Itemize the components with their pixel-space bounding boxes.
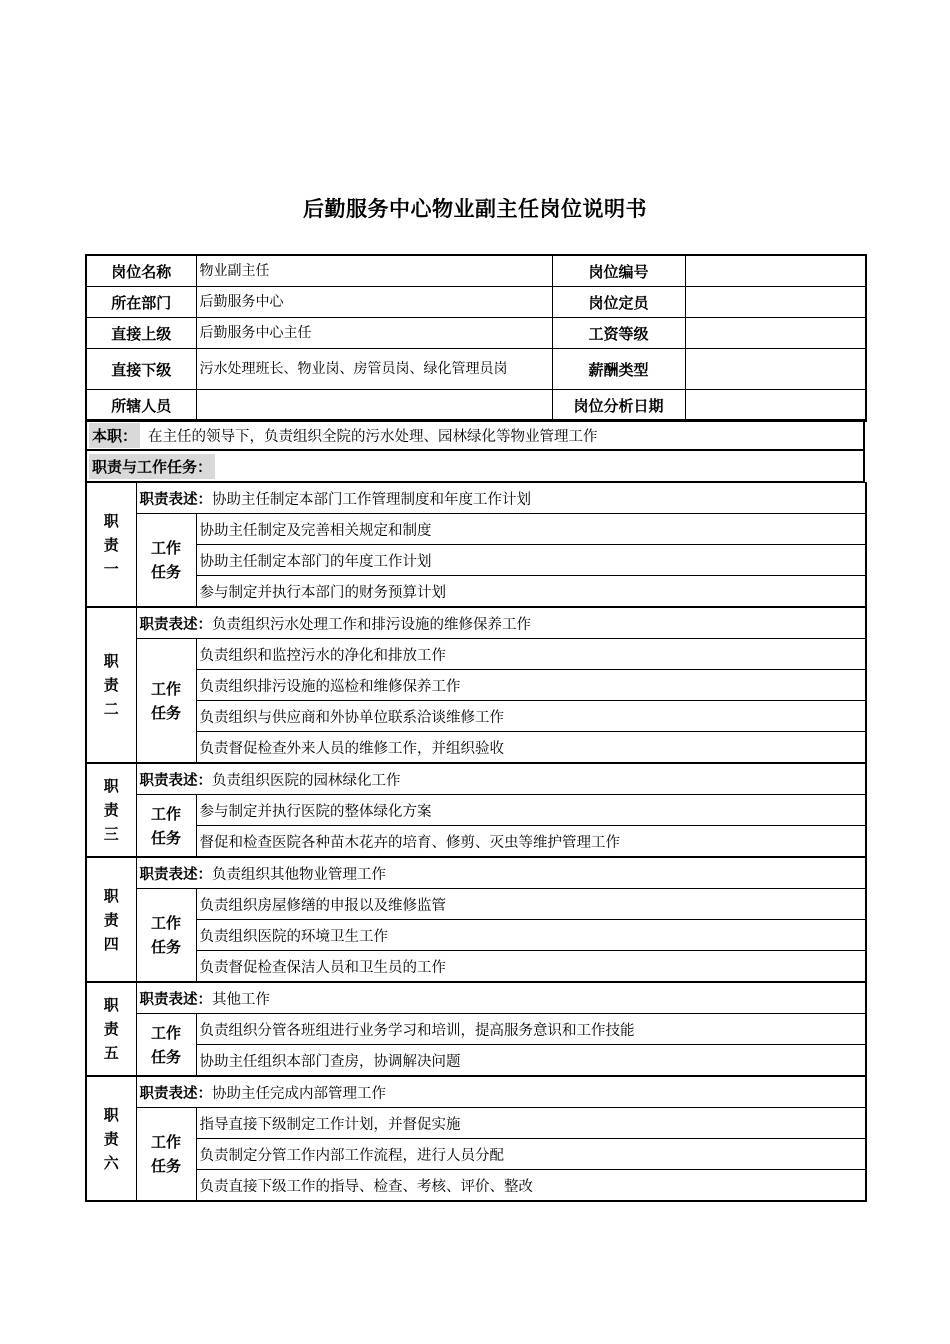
duty-statement (136, 982, 866, 1014)
duty-statement-text: 其他工作 (212, 991, 270, 1008)
task-label-text: 工作任务 (150, 804, 181, 847)
duty-statement-label: 职责表述： (139, 616, 212, 633)
info-label: 直接上级 (86, 318, 196, 349)
duty-task-row (86, 951, 866, 983)
task-label-text: 工作任务 (150, 914, 181, 956)
duty-statement (136, 483, 866, 514)
duties-table (85, 482, 867, 1202)
duty-task-row (86, 1139, 866, 1170)
duty-statement-row (86, 982, 866, 1014)
info-label: 所辖人员 (86, 390, 196, 422)
duty-name-text: 职责六 (103, 1105, 119, 1172)
duty-task-row (86, 795, 866, 826)
info-label: 直接下级 (86, 349, 196, 390)
info-label: 工资等级 (552, 318, 685, 349)
basic-info-table (85, 254, 867, 422)
info-label: 岗位编号 (552, 255, 685, 287)
duty-name (86, 982, 136, 1076)
duty-statement-text: 负责组织其他物业管理工作 (212, 866, 386, 883)
duty-task-row (86, 732, 866, 764)
duty-task-row (86, 889, 866, 920)
duty-task-row (86, 826, 866, 858)
info-label: 薪酬类型 (552, 349, 685, 390)
duty-task: 督促和检查医院各种苗木花卉的培育、修剪、灭虫等维护管理工作 (196, 826, 866, 858)
info-row (86, 390, 866, 422)
info-row (86, 318, 866, 349)
info-label: 所在部门 (86, 287, 196, 318)
info-value: 物业副主任 (196, 255, 552, 287)
duties-header: 职责与工作任务： (89, 454, 215, 479)
duty-task: 指导直接下级制定工作计划，并督促实施 (196, 1108, 866, 1139)
task-label (136, 795, 196, 858)
task-label (136, 1108, 196, 1202)
duty-statement-label: 职责表述： (139, 1085, 212, 1102)
duty-statement (136, 857, 866, 889)
duty-task: 参与制定并执行医院的整体绿化方案 (196, 795, 866, 826)
duty-statement-text: 协助主任制定本部门工作管理制度和年度工作计划 (212, 491, 531, 508)
duty-name (86, 483, 136, 608)
summary-row (85, 419, 865, 451)
duty-task-row (86, 1045, 866, 1077)
duty-name (86, 857, 136, 982)
duty-name-text: 职责二 (103, 652, 119, 718)
task-label-text: 工作任务 (150, 539, 181, 581)
duty-task-row (86, 920, 866, 951)
duty-task: 负责组织排污设施的巡检和维修保养工作 (196, 670, 866, 701)
duty-name (86, 763, 136, 857)
duty-name-text: 职责四 (103, 886, 119, 953)
duty-statement-label: 职责表述： (139, 772, 212, 789)
info-label: 岗位分析日期 (552, 390, 685, 422)
info-value: 后勤服务中心主任 (196, 318, 552, 349)
duty-task: 负责组织医院的环境卫生工作 (196, 920, 866, 951)
duty-task: 负责组织分管各班组进行业务学习和培训，提高服务意识和工作技能 (196, 1014, 866, 1045)
info-value (685, 349, 866, 390)
summary-value: 在主任的领导下，负责组织全院的污水处理、园林绿化等物业管理工作 (148, 428, 598, 445)
duty-task-row (86, 1108, 866, 1139)
duty-name (86, 1076, 136, 1201)
duty-task: 参与制定并执行本部门的财务预算计划 (196, 576, 866, 608)
duty-name-text: 职责一 (103, 511, 119, 578)
info-row (86, 255, 866, 287)
task-label (136, 1014, 196, 1077)
task-label (136, 639, 196, 764)
duty-statement-text: 负责组织污水处理工作和排污设施的维修保养工作 (212, 616, 531, 633)
duty-task: 协助主任制定本部门的年度工作计划 (196, 545, 866, 576)
duty-task: 负责组织与供应商和外协单位联系洽谈维修工作 (196, 701, 866, 732)
duty-task-row (86, 701, 866, 732)
info-value: 污水处理班长、物业岗、房管员岗、绿化管理员岗 (196, 349, 552, 390)
duty-task: 负责制定分管工作内部工作流程，进行人员分配 (196, 1139, 866, 1170)
duty-name (86, 607, 136, 763)
duty-task-row (86, 576, 866, 608)
duties-header-row (85, 451, 865, 483)
duty-statement-label: 职责表述： (139, 491, 212, 508)
duty-statement-row (86, 607, 866, 639)
info-label: 岗位定员 (552, 287, 685, 318)
duty-task: 负责督促检查保洁人员和卫生员的工作 (196, 951, 866, 983)
duty-task-row (86, 670, 866, 701)
duty-statement-row (86, 1076, 866, 1108)
duty-statement (136, 607, 866, 639)
duty-task: 负责督促检查外来人员的维修工作，并组织验收 (196, 732, 866, 764)
duty-statement-text: 负责组织医院的园林绿化工作 (212, 772, 401, 789)
duty-statement-row (86, 763, 866, 795)
duty-task: 协助主任组织本部门查房，协调解决问题 (196, 1045, 866, 1077)
task-label-text: 工作任务 (150, 679, 181, 722)
duty-task: 负责直接下级工作的指导、检查、考核、评价、整改 (196, 1170, 866, 1202)
task-label-text: 工作任务 (150, 1023, 181, 1066)
duty-statement-row (86, 483, 866, 514)
info-value (685, 318, 866, 349)
duty-statement (136, 1076, 866, 1108)
duty-statement-label: 职责表述： (139, 866, 212, 883)
document-title: 后勤服务中心物业副主任岗位说明书 (303, 197, 647, 221)
duty-task: 负责组织和监控污水的净化和排放工作 (196, 639, 866, 670)
duty-task-row (86, 1014, 866, 1045)
duty-task-row (86, 545, 866, 576)
duty-statement-row (86, 857, 866, 889)
info-value (685, 390, 866, 422)
info-row (86, 349, 866, 390)
duty-task-row (86, 1170, 866, 1202)
summary-label: 本职： (89, 423, 140, 448)
info-value (685, 255, 866, 287)
duty-statement (136, 763, 866, 795)
duty-task-row (86, 639, 866, 670)
duty-task: 负责组织房屋修缮的申报以及维修监管 (196, 889, 866, 920)
info-value (685, 287, 866, 318)
duty-statement-label: 职责表述： (139, 991, 212, 1008)
task-label-text: 工作任务 (150, 1133, 181, 1175)
info-value (196, 390, 552, 422)
task-label (136, 889, 196, 983)
info-label: 岗位名称 (86, 255, 196, 287)
duty-name-text: 职责三 (103, 777, 119, 843)
duty-name-text: 职责五 (103, 996, 119, 1062)
info-value: 后勤服务中心 (196, 287, 552, 318)
info-row (86, 287, 866, 318)
duty-task: 协助主任制定及完善相关规定和制度 (196, 514, 866, 545)
duty-statement-text: 协助主任完成内部管理工作 (212, 1085, 386, 1102)
duty-task-row (86, 514, 866, 545)
task-label (136, 514, 196, 608)
